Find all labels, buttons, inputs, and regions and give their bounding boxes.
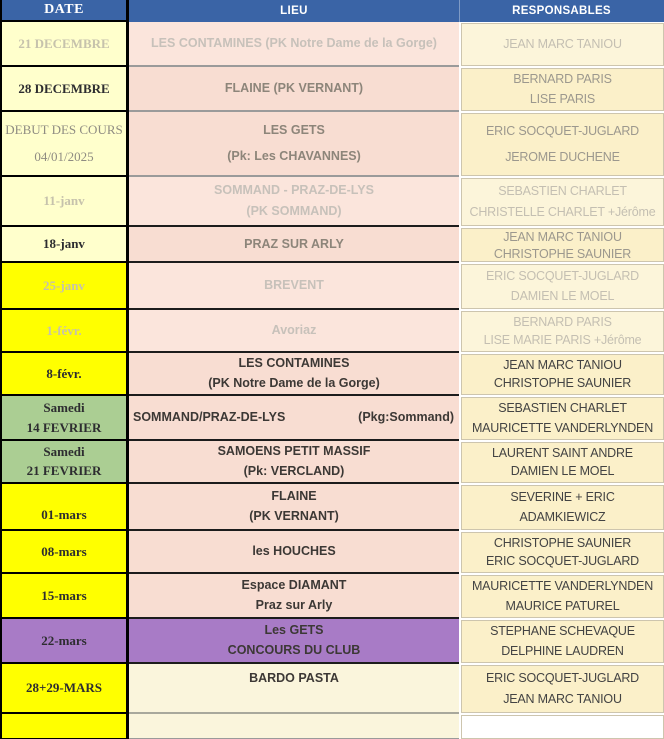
responsable-name: LISE MARIE PARIS +Jérôme	[483, 333, 642, 348]
lieu-text: SOMMAND - PRAZ-DE-LYS	[214, 182, 374, 197]
responsables-cell[interactable]	[461, 354, 664, 395]
date-text: 8-févr.	[46, 365, 82, 381]
responsables-cell[interactable]	[461, 715, 664, 739]
responsable-name: DELPHINE LAUDREN	[501, 643, 624, 658]
responsable-name: ERIC SOCQUET-JUGLARD	[486, 124, 639, 139]
lieu-cell[interactable]	[129, 227, 459, 263]
responsables-cell[interactable]	[461, 532, 664, 573]
responsable-name: CHRISTOPHE SAUNIER	[493, 535, 632, 550]
responsables-cell[interactable]	[461, 264, 664, 309]
column-header-lieu[interactable]: LIEU	[129, 0, 459, 22]
table-header-row	[0, 0, 664, 22]
lieu-cell[interactable]	[129, 714, 459, 739]
lieu-text: Espace DIAMANT	[241, 578, 347, 593]
date-text: 25-janv	[43, 277, 85, 293]
date-text: 18-janv	[43, 236, 85, 252]
date-text: 28+29-MARS	[25, 680, 102, 696]
date-text: Samedi	[43, 443, 85, 459]
responsable-name: SEBASTIEN CHARLET	[498, 184, 627, 199]
lieu-text: LES CONTAMINES	[238, 356, 350, 371]
responsable-name: MAURICETTE VANDERLYNDEN	[471, 579, 654, 594]
lieu-text: FLAINE	[271, 488, 317, 503]
lieu-text: (PK VERNANT)	[249, 509, 339, 524]
responsables-cell[interactable]	[461, 665, 664, 713]
date-text: 14 FEVRIER	[26, 419, 102, 435]
responsable-name: JEAN MARC TANIOU	[503, 230, 622, 244]
table-row	[0, 177, 664, 227]
table-row	[0, 484, 664, 531]
lieu-text: Les GETS	[264, 623, 324, 638]
lieu-cell[interactable]	[129, 263, 459, 310]
table-body	[0, 22, 664, 739]
lieu-text: BARDO PASTA	[249, 671, 339, 685]
lieu-text: SAMOENS PETIT MASSIF	[217, 444, 371, 459]
table-row	[0, 531, 664, 574]
lieu-cell[interactable]	[129, 67, 459, 112]
responsable-name: ERIC SOCQUET-JUGLARD	[486, 554, 639, 569]
table-row	[0, 441, 664, 484]
responsable-name: ERIC SOCQUET-JUGLARD	[486, 671, 639, 686]
date-text: 21 DECEMBRE	[18, 35, 110, 51]
table-row	[0, 227, 664, 263]
responsable-name: STEPHANE SCHEVAQUE	[490, 624, 635, 639]
table-row	[0, 664, 664, 714]
lieu-cell[interactable]	[129, 22, 459, 67]
responsables-cell[interactable]	[461, 228, 664, 262]
lieu-text: LES GETS	[263, 122, 325, 137]
date-cell[interactable]	[0, 714, 129, 739]
lieu-text: (Pk: VERCLAND)	[243, 463, 345, 478]
date-cell[interactable]	[0, 22, 129, 67]
responsable-name: CHRISTOPHE SAUNIER	[493, 376, 632, 391]
date-text: 04/01/2025	[34, 149, 94, 165]
lieu-text: FLAINE (PK VERNANT)	[224, 81, 364, 96]
date-cell[interactable]	[0, 396, 129, 441]
lieu-text: Avoriaz	[271, 323, 317, 338]
lieu-text: LES CONTAMINES (PK Notre Dame de la Gorge)	[151, 36, 437, 51]
lieu-cell[interactable]	[129, 664, 459, 714]
column-header-responsables[interactable]: RESPONSABLES	[459, 0, 664, 22]
responsables-cell[interactable]	[461, 311, 664, 352]
responsable-name: JEROME DUCHENE	[505, 150, 620, 165]
responsable-name: BERNARD PARIS	[513, 314, 612, 329]
lieu-text: Praz sur Arly	[255, 598, 333, 613]
lieu-text: (PK SOMMAND)	[246, 204, 342, 219]
responsable-name: ERIC SOCQUET-JUGLARD	[486, 269, 639, 284]
lieu-text: (PK Notre Dame de la Gorge)	[208, 375, 380, 390]
lieu-cell[interactable]	[129, 353, 459, 396]
table-row	[0, 263, 664, 310]
lieu-text: BREVENT	[264, 278, 324, 293]
date-text: DEBUT DES COURS	[5, 122, 123, 138]
responsables-cell[interactable]	[461, 113, 664, 176]
responsables-cell[interactable]	[461, 442, 664, 483]
table-row	[0, 353, 664, 396]
lieu-cell[interactable]	[129, 177, 459, 227]
responsable-name: SEBASTIEN CHARLET	[498, 401, 627, 416]
responsable-name: JEAN MARC TANIOU	[503, 692, 622, 707]
date-cell[interactable]	[0, 177, 129, 227]
date-text: 28 DECEMBRE	[18, 80, 110, 96]
lieu-cell[interactable]	[129, 310, 459, 353]
responsable-name: LISE PARIS	[529, 91, 596, 106]
date-cell[interactable]	[0, 310, 129, 353]
lieu-split-line	[129, 409, 459, 426]
lieu-text: les HOUCHES	[252, 544, 336, 559]
date-text: 01-mars	[41, 507, 87, 523]
column-header-date[interactable]: DATE	[0, 0, 129, 22]
date-cell[interactable]	[0, 574, 129, 619]
date-cell[interactable]	[0, 531, 129, 574]
lieu-text: (Pk: Les CHAVANNES)	[227, 149, 361, 164]
responsables-cell[interactable]	[461, 397, 664, 440]
lieu-parking-text: (Pkg:Sommand)	[358, 410, 454, 425]
date-text: 22-mars	[41, 632, 87, 648]
responsable-name: SEVERINE + ERIC	[510, 490, 615, 505]
date-text: 15-mars	[41, 587, 87, 603]
table-row	[0, 112, 664, 177]
lieu-cell[interactable]	[129, 112, 459, 177]
responsable-name: MAURICE PATUREL	[505, 598, 620, 613]
responsables-cell[interactable]	[461, 23, 664, 66]
responsables-cell[interactable]	[461, 178, 664, 226]
lieu-cell[interactable]	[129, 531, 459, 574]
responsable-name: BERNARD PARIS	[513, 72, 612, 87]
table-row	[0, 67, 664, 112]
date-cell[interactable]	[0, 67, 129, 112]
date-cell[interactable]	[0, 112, 129, 177]
lieu-cell[interactable]	[129, 441, 459, 484]
lieu-text: PRAZ SUR ARLY	[244, 236, 344, 251]
date-text: 1-févr.	[46, 322, 82, 338]
responsable-name: DAMIEN LE MOEL	[510, 464, 615, 479]
responsables-cell[interactable]	[461, 620, 664, 663]
date-text: 21 FEVRIER	[26, 463, 102, 479]
table-row	[0, 714, 664, 739]
table-row	[0, 574, 664, 619]
table-row	[0, 619, 664, 664]
responsables-cell[interactable]	[461, 485, 664, 530]
responsable-name: MAURICETTE VANDERLYNDEN	[471, 420, 654, 435]
date-text: Samedi	[43, 399, 85, 415]
lieu-text: CONCOURS DU CLUB	[227, 643, 361, 658]
table-row	[0, 396, 664, 441]
responsable-name: JEAN MARC TANIOU	[503, 37, 622, 52]
date-text: 08-mars	[41, 543, 87, 559]
date-cell[interactable]	[0, 484, 129, 531]
date-cell[interactable]	[0, 353, 129, 396]
date-cell[interactable]	[0, 263, 129, 310]
lieu-cell[interactable]	[129, 484, 459, 531]
date-cell[interactable]	[0, 664, 129, 714]
responsables-cell[interactable]	[461, 575, 664, 618]
table-row	[0, 310, 664, 353]
table-row	[0, 22, 664, 67]
lieu-cell[interactable]	[129, 396, 459, 441]
responsable-name: LAURENT SAINT ANDRE	[492, 445, 633, 460]
date-cell[interactable]	[0, 441, 129, 484]
responsable-name: CHRISTOPHE SAUNIER	[493, 246, 632, 261]
responsable-name: CHRISTELLE CHARLET +Jérôme	[469, 205, 656, 220]
lieu-text: SOMMAND/PRAZ-DE-LYS	[133, 410, 286, 425]
date-cell[interactable]	[0, 227, 129, 263]
lieu-cell[interactable]	[129, 619, 459, 664]
lieu-cell[interactable]	[129, 574, 459, 619]
responsable-name: ADAMKIEWICZ	[519, 510, 606, 525]
responsables-cell[interactable]	[461, 68, 664, 111]
date-cell[interactable]	[0, 619, 129, 664]
responsable-name: JEAN MARC TANIOU	[503, 357, 622, 372]
date-text: 11-janv	[43, 193, 85, 209]
responsable-name: DAMIEN LE MOEL	[510, 289, 615, 304]
